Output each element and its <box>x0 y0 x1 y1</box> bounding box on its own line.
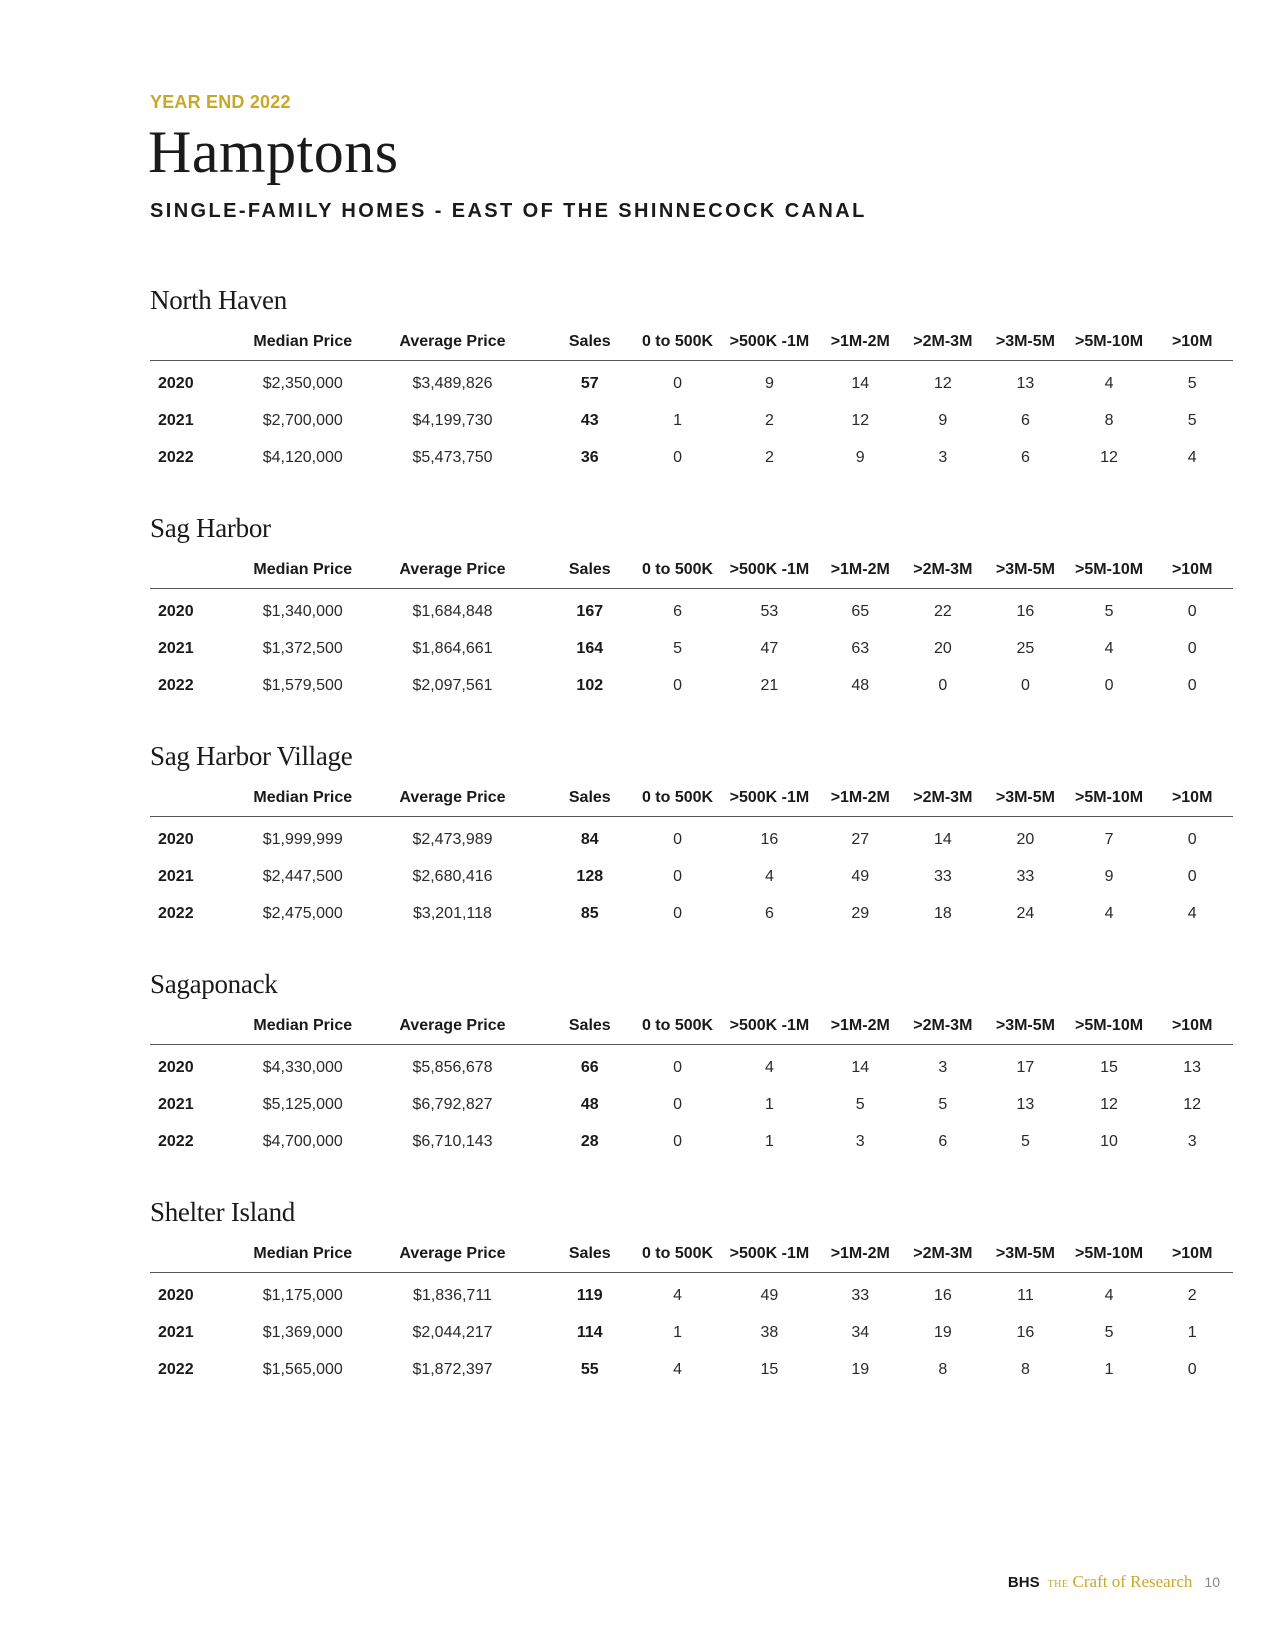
table-row <box>150 630 1233 667</box>
table-cell: $3,201,118 <box>413 904 492 922</box>
table-cell: 5 <box>1104 602 1114 620</box>
table-cell: $4,330,000 <box>262 1058 343 1076</box>
table-cell: 4 <box>1187 448 1197 466</box>
table-row <box>150 1314 1233 1351</box>
year-cell: 2021 <box>158 1095 194 1113</box>
column-header: >1M-2M <box>819 552 902 589</box>
column-header: >5M-10M <box>1067 1236 1152 1273</box>
column-header: >10M <box>1151 1236 1233 1273</box>
sales-cell: 119 <box>576 1286 603 1304</box>
table-cell: $1,579,500 <box>262 676 343 694</box>
table-cell: 12 <box>1183 1095 1202 1113</box>
column-header: >5M-10M <box>1067 324 1152 361</box>
table-cell: 6 <box>673 602 682 620</box>
column-header: Median Price <box>245 780 361 817</box>
table-cell: 3 <box>855 1132 865 1150</box>
table-cell: 1 <box>673 1323 682 1341</box>
footer-brand: BHS <box>1007 1574 1040 1591</box>
table-header-row <box>150 552 1233 589</box>
table-row <box>150 361 1233 403</box>
table-cell: $4,700,000 <box>262 1132 343 1150</box>
table-cell: 0 <box>673 1132 682 1150</box>
table-cell: 5 <box>938 1095 948 1113</box>
table-cell: $1,565,000 <box>262 1360 343 1378</box>
table-cell: 13 <box>1183 1058 1202 1076</box>
column-header: Average Price <box>361 1008 545 1045</box>
column-header: Median Price <box>245 324 361 361</box>
table-cell: 5 <box>1104 1323 1114 1341</box>
column-header: >1M-2M <box>819 1236 902 1273</box>
table-cell: 14 <box>933 830 952 848</box>
table-cell: 19 <box>933 1323 952 1341</box>
column-header: >5M-10M <box>1067 780 1152 817</box>
table-cell: 0 <box>673 374 682 392</box>
table-cell: 1 <box>1104 1360 1114 1378</box>
sales-cell: 36 <box>580 448 599 466</box>
sales-cell: 114 <box>576 1323 603 1341</box>
column-header: Sales <box>544 324 635 361</box>
column-header: Average Price <box>361 780 545 817</box>
column-header: >2M-3M <box>902 324 985 361</box>
table-cell: 0 <box>1187 867 1197 885</box>
table-cell: 49 <box>851 867 870 885</box>
section-title: Shelter Island <box>150 1197 296 1227</box>
sales-cell: 57 <box>580 374 599 392</box>
sales-cell: 128 <box>576 867 604 885</box>
table-cell: 49 <box>760 1286 779 1304</box>
table-cell: $2,097,561 <box>412 676 493 694</box>
section-title: North Haven <box>150 285 287 315</box>
table-cell: $2,473,989 <box>412 830 493 848</box>
table-cell: 12 <box>1100 448 1118 466</box>
column-header: Sales <box>544 1236 635 1273</box>
table-cell: 17 <box>1016 1058 1035 1076</box>
column-header: >1M-2M <box>819 324 902 361</box>
column-header: Sales <box>544 552 635 589</box>
sales-cell: 28 <box>580 1132 599 1150</box>
column-header: >3M-5M <box>984 324 1067 361</box>
table-cell: 6 <box>1020 411 1030 429</box>
table-cell: 33 <box>851 1286 870 1304</box>
column-header: >10M <box>1151 324 1233 361</box>
table-cell: 5 <box>1187 374 1197 392</box>
column-header <box>150 780 245 817</box>
table-cell: 12 <box>851 411 870 429</box>
table-cell: $1,340,000 <box>262 602 343 620</box>
report-period: YEAR END 2022 <box>150 92 291 112</box>
column-header: >500K -1M <box>720 1008 819 1045</box>
column-header: >500K -1M <box>720 324 819 361</box>
table-header-row <box>150 324 1233 361</box>
year-cell: 2020 <box>158 602 194 620</box>
table-cell: 4 <box>1187 904 1197 922</box>
column-header: >2M-3M <box>902 1008 985 1045</box>
column-header: >500K -1M <box>720 552 819 589</box>
sales-table <box>150 780 1233 932</box>
year-cell: 2022 <box>158 904 194 922</box>
sales-cell: 102 <box>576 676 604 694</box>
footer-tagline: Craft of Research <box>1072 1572 1193 1591</box>
column-header: >3M-5M <box>984 1008 1067 1045</box>
table-cell: 0 <box>673 676 682 694</box>
column-header: >2M-3M <box>902 780 985 817</box>
table-cell: $5,125,000 <box>262 1095 343 1113</box>
table-cell: 16 <box>760 830 779 848</box>
table-row <box>150 1351 1233 1388</box>
table-cell: 4 <box>1104 374 1114 392</box>
table-cell: 0 <box>673 1095 682 1113</box>
year-cell: 2020 <box>158 1286 194 1304</box>
column-header: >3M-5M <box>984 552 1067 589</box>
table-cell: 5 <box>673 639 682 657</box>
table-row <box>150 667 1233 704</box>
table-cell: $1,872,397 <box>412 1360 493 1378</box>
table-row <box>150 439 1233 476</box>
table-row <box>150 858 1233 895</box>
year-cell: 2021 <box>158 867 194 885</box>
table-cell: 6 <box>938 1132 948 1150</box>
table-cell: 1 <box>764 1132 774 1150</box>
table-cell: $1,369,000 <box>262 1323 343 1341</box>
table-cell: $5,473,750 <box>412 448 493 466</box>
sales-cell: 84 <box>580 830 599 848</box>
year-cell: 2022 <box>158 676 194 694</box>
table-cell: $2,680,416 <box>412 867 493 885</box>
column-header <box>150 1236 245 1273</box>
column-header <box>150 324 245 361</box>
table-cell: 25 <box>1016 639 1035 657</box>
column-header: >3M-5M <box>984 1236 1067 1273</box>
sales-cell: 164 <box>576 639 604 657</box>
column-header: Average Price <box>361 1236 545 1273</box>
table-cell: 0 <box>1187 639 1197 657</box>
page-title: Hamptons <box>148 119 399 185</box>
table-cell: 0 <box>1187 602 1197 620</box>
table-cell: 16 <box>1016 1323 1035 1341</box>
section-sagaponack <box>150 964 1233 1160</box>
table-cell: $1,372,500 <box>262 639 343 657</box>
table-cell: 4 <box>764 867 774 885</box>
table-cell: 4 <box>1104 1286 1114 1304</box>
column-header: Median Price <box>245 1236 361 1273</box>
table-cell: 9 <box>855 448 865 466</box>
column-header: >5M-10M <box>1067 552 1152 589</box>
table-cell: 3 <box>1187 1132 1197 1150</box>
table-cell: 0 <box>1187 1360 1197 1378</box>
table-cell: 1 <box>764 1095 774 1113</box>
table-cell: 5 <box>855 1095 865 1113</box>
table-cell: 27 <box>851 830 870 848</box>
section-sag-harbor <box>150 508 1233 704</box>
table-cell: 14 <box>851 1058 870 1076</box>
column-header: >10M <box>1151 552 1233 589</box>
section-sag-harbor-village <box>150 736 1233 932</box>
table-cell: 63 <box>851 639 870 657</box>
table-cell: 0 <box>1187 676 1197 694</box>
table-cell: 33 <box>933 867 952 885</box>
year-cell: 2022 <box>158 1132 194 1150</box>
page-subtitle: SINGLE-FAMILY HOMES - EAST OF THE SHINNECOCK CANAL <box>150 200 867 222</box>
table-cell: 0 <box>938 676 948 694</box>
column-header: 0 to 500K <box>635 1236 720 1273</box>
column-header: 0 to 500K <box>635 552 720 589</box>
column-header: >2M-3M <box>902 552 985 589</box>
table-header-row <box>150 780 1233 817</box>
section-shelter-island <box>150 1192 1233 1388</box>
sales-cell: 43 <box>580 411 599 429</box>
column-header: Sales <box>544 780 635 817</box>
table-cell: $3,489,826 <box>412 374 493 392</box>
table-cell: $1,175,000 <box>262 1286 343 1304</box>
column-header: >3M-5M <box>984 780 1067 817</box>
sales-cell: 48 <box>580 1095 599 1113</box>
table-header-row <box>150 1008 1233 1045</box>
table-cell: 9 <box>1104 867 1114 885</box>
column-header: 0 to 500K <box>635 324 720 361</box>
table-row <box>150 589 1233 631</box>
table-cell: 2 <box>764 411 774 429</box>
year-cell: 2022 <box>158 1360 194 1378</box>
column-header: >2M-3M <box>902 1236 985 1273</box>
table-cell: 0 <box>673 830 682 848</box>
column-header: 0 to 500K <box>635 1008 720 1045</box>
table-cell: 24 <box>1016 904 1035 922</box>
table-cell: 8 <box>938 1360 948 1378</box>
table-cell: 13 <box>1016 374 1035 392</box>
sales-table <box>150 552 1233 704</box>
section-title: Sag Harbor <box>150 513 271 543</box>
table-cell: 0 <box>673 867 682 885</box>
table-cell: $5,856,678 <box>412 1058 493 1076</box>
column-header: >5M-10M <box>1067 1008 1152 1045</box>
section-title: Sagaponack <box>150 969 278 999</box>
table-cell: 0 <box>673 1058 682 1076</box>
table-cell: 0 <box>673 904 682 922</box>
table-cell: 20 <box>933 639 952 657</box>
table-cell: 29 <box>851 904 870 922</box>
table-cell: 15 <box>1100 1058 1118 1076</box>
table-cell: $2,700,000 <box>262 411 343 429</box>
table-cell: 16 <box>933 1286 952 1304</box>
table-cell: 16 <box>1016 602 1035 620</box>
year-cell: 2021 <box>158 1323 194 1341</box>
table-cell: 4 <box>673 1360 682 1378</box>
table-cell: 21 <box>760 676 779 694</box>
table-cell: 4 <box>673 1286 682 1304</box>
table-cell: $2,350,000 <box>262 374 343 392</box>
table-cell: 6 <box>1020 448 1030 466</box>
table-cell: 5 <box>1020 1132 1030 1150</box>
table-cell: $4,199,730 <box>412 411 493 429</box>
table-cell: 0 <box>1020 676 1030 694</box>
column-header: >500K -1M <box>720 780 819 817</box>
table-header-row <box>150 1236 1233 1273</box>
column-header <box>150 552 245 589</box>
table-cell: 9 <box>938 411 948 429</box>
column-header: Median Price <box>245 1008 361 1045</box>
table-row <box>150 1123 1233 1160</box>
table-cell: 14 <box>851 374 870 392</box>
table-cell: 4 <box>764 1058 774 1076</box>
year-cell: 2020 <box>158 374 194 392</box>
page-number: 10 <box>1204 1574 1220 1590</box>
table-cell: 3 <box>938 1058 948 1076</box>
table-cell: $1,864,661 <box>412 639 493 657</box>
table-row <box>150 1086 1233 1123</box>
table-cell: 1 <box>673 411 682 429</box>
table-cell: $2,475,000 <box>262 904 343 922</box>
sales-table <box>150 324 1233 476</box>
column-header: Sales <box>544 1008 635 1045</box>
table-cell: 19 <box>851 1360 870 1378</box>
table-cell: 48 <box>851 676 870 694</box>
table-cell: 4 <box>1104 639 1114 657</box>
table-cell: 2 <box>764 448 774 466</box>
table-cell: 12 <box>933 374 952 392</box>
table-cell: 53 <box>760 602 779 620</box>
table-cell: $1,836,711 <box>413 1286 492 1304</box>
table-cell: 34 <box>851 1323 870 1341</box>
table-cell: 47 <box>760 639 779 657</box>
table-cell: 18 <box>933 904 952 922</box>
table-cell: 8 <box>1020 1360 1030 1378</box>
table-cell: 13 <box>1016 1095 1035 1113</box>
table-cell: $1,684,848 <box>412 602 493 620</box>
column-header <box>150 1008 245 1045</box>
table-cell: $6,792,827 <box>412 1095 493 1113</box>
year-cell: 2022 <box>158 448 194 466</box>
column-header: >1M-2M <box>819 1008 902 1045</box>
table-cell: 8 <box>1104 411 1114 429</box>
table-cell: 33 <box>1016 867 1035 885</box>
year-cell: 2020 <box>158 1058 194 1076</box>
table-cell: 2 <box>1187 1286 1197 1304</box>
table-cell: $1,999,999 <box>262 830 343 848</box>
table-cell: 20 <box>1016 830 1035 848</box>
table-cell: 0 <box>673 448 682 466</box>
column-header: >500K -1M <box>720 1236 819 1273</box>
year-cell: 2021 <box>158 639 194 657</box>
sales-table <box>150 1008 1233 1160</box>
table-cell: 65 <box>851 602 870 620</box>
page-footer <box>1008 1570 1220 1594</box>
table-row <box>150 1045 1233 1087</box>
table-cell: $4,120,000 <box>262 448 343 466</box>
table-cell: 6 <box>764 904 774 922</box>
column-header: >1M-2M <box>819 780 902 817</box>
table-cell: 1 <box>1187 1323 1197 1341</box>
table-cell: $6,710,143 <box>412 1132 493 1150</box>
table-cell: $2,447,500 <box>262 867 343 885</box>
table-row <box>150 402 1233 439</box>
table-cell: 0 <box>1104 676 1114 694</box>
table-cell: 15 <box>760 1360 779 1378</box>
table-cell: 9 <box>764 374 774 392</box>
year-cell: 2021 <box>158 411 194 429</box>
table-cell: $2,044,217 <box>412 1323 493 1341</box>
sales-cell: 55 <box>580 1360 599 1378</box>
table-cell: 22 <box>933 602 952 620</box>
sales-cell: 66 <box>580 1058 599 1076</box>
table-cell: 5 <box>1187 411 1197 429</box>
footer-the: THE <box>1047 1579 1069 1590</box>
table-cell: 0 <box>1187 830 1197 848</box>
table-cell: 38 <box>760 1323 779 1341</box>
column-header: >10M <box>1151 1008 1233 1045</box>
column-header: >10M <box>1151 780 1233 817</box>
sales-cell: 85 <box>580 904 599 922</box>
column-header: Average Price <box>361 324 545 361</box>
year-cell: 2020 <box>158 830 194 848</box>
column-header: Median Price <box>245 552 361 589</box>
table-cell: 11 <box>1017 1286 1034 1304</box>
section-title: Sag Harbor Village <box>150 741 353 771</box>
table-cell: 3 <box>938 448 948 466</box>
sales-table <box>150 1236 1233 1388</box>
table-row <box>150 817 1233 859</box>
column-header: Average Price <box>361 552 545 589</box>
table-row <box>150 1273 1233 1315</box>
table-cell: 10 <box>1100 1132 1118 1150</box>
table-row <box>150 895 1233 932</box>
table-cell: 12 <box>1100 1095 1118 1113</box>
table-cell: 7 <box>1104 830 1114 848</box>
section-north-haven <box>150 280 1233 476</box>
column-header: 0 to 500K <box>635 780 720 817</box>
sales-cell: 167 <box>576 602 604 620</box>
table-cell: 4 <box>1104 904 1114 922</box>
